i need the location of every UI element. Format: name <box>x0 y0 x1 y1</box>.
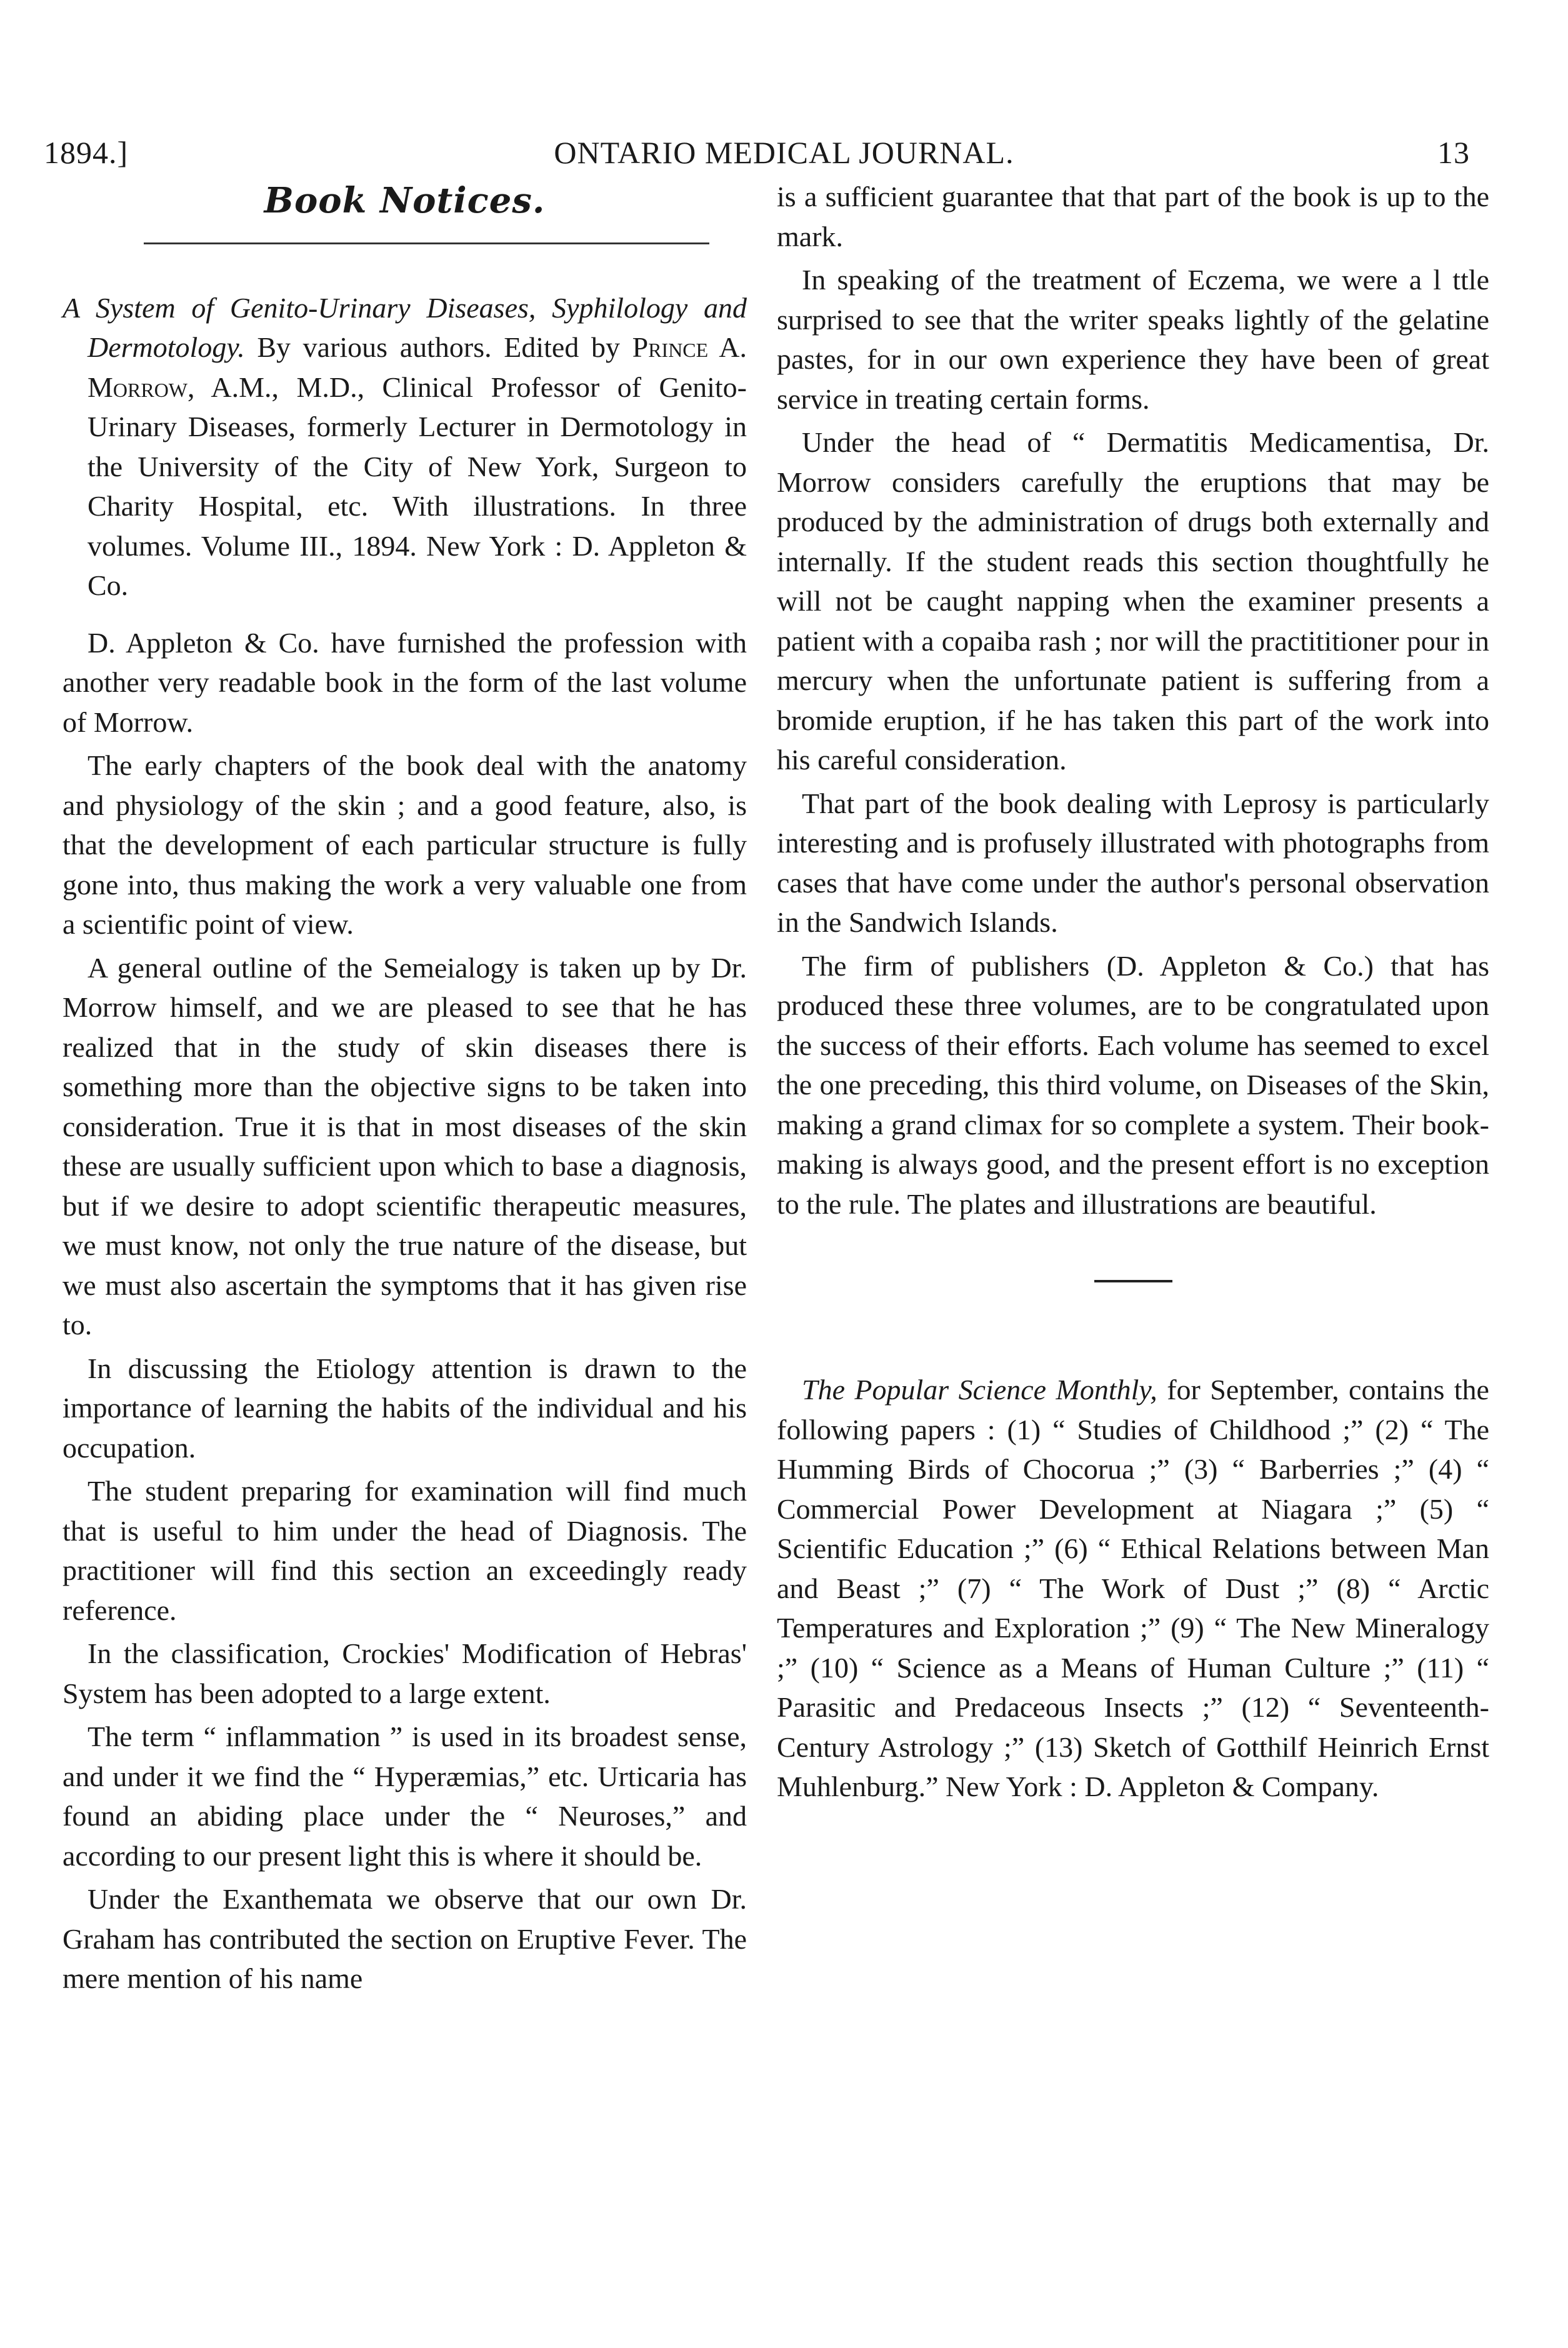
paragraph: is a sufficient guarantee that that part of the book is up to the mark. <box>777 181 1489 252</box>
paragraph: A general outline of the Semeialogy is taken up by Dr. Morrow himself, and we are pleased to see that he has realized that in the study of skin diseases there is something more than the objective signs to be taken into consideration. True it is that in most diseases of the skin these are usually sufficient upon which to base a diagnosis, but if we desire to adopt scientific therapeutic measures, we must know, not only the true nature of the disease, but we must also ascertain the symptoms that it has given rise to. <box>62 951 747 1341</box>
paragraph: The term “ inflammation ” is used in its broadest sense, and under it we find the “ Hyperæmias,” etc. Urticaria has found an abiding place under the “ Neuroses,” and according to our present light this is where it should be. <box>62 1721 747 1872</box>
header-year: 1894.] <box>44 135 129 170</box>
book-citation <box>62 288 747 606</box>
paragraph: In the classification, Crockies' Modification of Hebras' System has been adopted to a large extent. <box>62 1637 747 1709</box>
notice-text: for September, contains the following papers : (1) “ Studies of Childhood ;” (2) “ The Humming Birds of Chocorua ;” (3) “ Barberries ;” (4) “ Commercial Power Development at Niagara ;” (5) “ Scientific Education ;” (6) “ Ethical Relations between Man and Beast ;” (7) “ The Work of Dust ;” (8) “ Arctic Temperatures and Exploration ;” (9) “ The New Mineralogy ;” (10) “ Science as a Means of Human Culture ;” (11) “ Parasitic and Predaceous Insects ;” (12) “ Seventeenth-Century Astrology ;” (13) Sketch of Gotthilf Heinrich Ernst Muhlenburg.” New York : D. Appleton & Company. <box>777 1374 1489 1802</box>
right-column <box>777 177 1489 1811</box>
paragraph: In discussing the Etiology attention is drawn to the importance of learning the habits of the individual and his occupation. <box>62 1352 747 1464</box>
editor-name: Prince A. Morrow <box>87 331 747 403</box>
paragraph: That part of the book dealing with Leprosy is particularly interesting and is profusely illustrated with photographs from cases that have come under the author's personal observation in the Sandwich Islands. <box>777 787 1489 938</box>
heading-rule <box>144 242 709 244</box>
paragraph: Under the head of “ Dermatitis Medicamentisa, Dr. Morrow considers carefully the eruptions that may be produced by the administration of drugs both externally and internally. If the student reads this section thoughtfully he will not be caught napping when the examiner presents a patient with a copaiba rash ; nor will the practititioner pour in mercury when the unfortunate patient is suffering from a bromide eruption, if he has taken this part of the work into his careful consideration. <box>777 426 1489 776</box>
book-title: A System of Genito-Urinary Diseases, Syphilology and Dermotology. <box>62 291 747 363</box>
citation-text: By various authors. Edited by <box>244 331 632 363</box>
page-number: 13 <box>1437 135 1470 170</box>
paragraph: The firm of publishers (D. Appleton & Co.) that has produced these three volumes, are to be congratulated upon the success of their efforts. Each volume has seemed to excel the one preceding, this third volume, on Diseases of the Skin, making a grand climax for so complete a system. Their book-making is always good, and the present effort is no exception to the rule. The plates and illustrations are beautiful. <box>777 949 1489 1220</box>
citation-text: , A.M., M.D., Clinical Professor of Genito-Urinary Diseases, formerly Lecturer in Dermotology in the University of the City of New York, Surgeon to Charity Hospital, etc. With illustrations. In three volumes. Volume III., 1894. New York : D. Appleton & Co. <box>87 371 747 601</box>
popular-science-notice <box>777 1370 1489 1807</box>
paragraph: In speaking of the treatment of Eczema, we were a l ttle surprised to see that the writer speaks lightly of the gelatine pastes, for in our own experience they have been of great service in treating certain forms. <box>777 264 1489 415</box>
paragraph: Under the Exanthemata we observe that our own Dr. Graham has contributed the section on Eruptive Fever. The mere mention of his name <box>62 1883 747 1994</box>
journal-title: ONTARIO MEDICAL JOURNAL. <box>554 135 1014 170</box>
section-divider <box>1094 1280 1172 1282</box>
magazine-title: The Popular Science Monthly, <box>802 1374 1157 1406</box>
left-column <box>62 181 747 2002</box>
section-heading: Book Notices. <box>264 180 546 221</box>
paragraph: D. Appleton & Co. have furnished the profession with another very readable book in the form of the last volume of Morrow. <box>62 626 747 738</box>
paragraph: The early chapters of the book deal with the anatomy and physiology of the skin ; and a good feature, also, is that the development of each particular structure is fully gone into, thus making the work a very valuable one from a scientific point of view. <box>62 749 747 940</box>
paragraph: The student preparing for examination will find much that is useful to him under the head of Diagnosis. The practitioner will find this section an exceedingly ready reference. <box>62 1475 747 1626</box>
